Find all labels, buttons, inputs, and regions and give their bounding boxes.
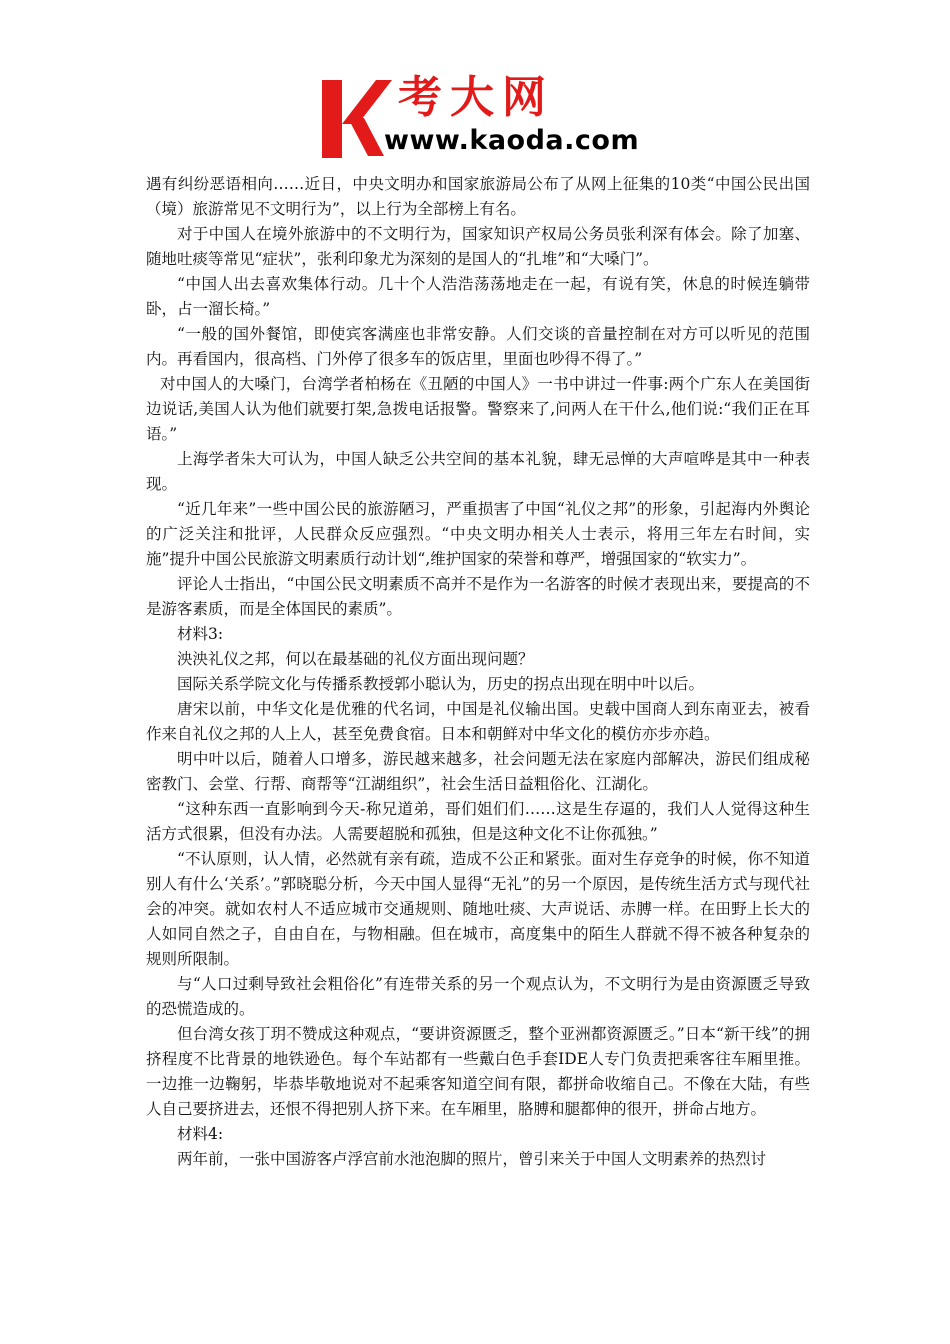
k-logo-icon <box>318 78 392 160</box>
paragraph: 明中叶以后，随着人口增多，游民越来越多，社会问题无法在家庭内部解决，游民们组成秘密教门、会堂、行帮、商帮等“江湖组织”，社会生活日益粗俗化、江湖化。 <box>146 750 810 793</box>
paragraph: “近几年来”一些中国公民的旅游陋习，严重损害了中国“礼仪之邦”的形象，引起海内外舆论的广泛关注和批评，人民群众反应强烈。“中央文明办相关人士表示，将用三年左右时间，实施”提升中国公民旅游文明素质行动计划“,维护国家的荣誉和尊严，增强国家的“软实力”。 <box>146 500 810 568</box>
paragraph: “中国人出去喜欢集体行动。几十个人浩浩荡荡地走在一起，有说有笑，休息的时候连躺带卧，占一溜长椅。” <box>146 275 810 318</box>
paragraph: 对于中国人在境外旅游中的不文明行为，国家知识产权局公务员张利深有体会。除了加塞、随地吐痰等常见“症状”，张利印象尤为深刻的是国人的“扎堆”和“大嗓门”。 <box>146 225 810 268</box>
paragraph: 国际关系学院文化与传播系教授郭小聪认为，历史的拐点出现在明中叶以后。 <box>177 675 705 693</box>
paragraph: 两年前，一张中国游客卢浮宫前水池泡脚的照片，曾引来关于中国人文明素养的热烈讨 <box>177 1150 767 1168</box>
paragraph: “一般的国外餐馆，即使宾客满座也非常安静。人们交谈的音量控制在对方可以听见的范围内。再看国内，很高档、门外停了很多车的饭店里，里面也吵得不得了。” <box>146 325 810 368</box>
paragraph: 评论人士指出，“中国公民文明素质不高并不是作为一名游客的时候才表现出来，要提高的不是游客素质，而是全体国民的素质”。 <box>146 575 810 618</box>
paragraph: “不认原则，认人情，必然就有亲有疏，造成不公正和紧张。面对生存竞争的时候，你不知道别人有什么‘关系’。”郭晓聪分析，今天中国人显得“无礼”的另一个原因，是传统生活方式与现代社会的冲突。就如农村人不适应城市交通规则、随地吐痰、大声说话、赤膊一样。在田野上长大的人如同自然之子，自由自在，与物相融。但在城市，高度集中的陌生人群就不得不被各种复杂的规则所限制。 <box>146 850 810 968</box>
section-heading: 材料3: <box>177 625 224 643</box>
paragraph: “这种东西一直影响到今天-称兄道弟，哥们姐们们……这是生存逼的，我们人人觉得这种生活方式很累，但没有办法。人需要超脱和孤独，但是这种文化不让你孤独。” <box>146 800 810 843</box>
paragraph: 对中国人的大嗓门，台湾学者柏杨在《丑陋的中国人》一书中讲过一件事:两个广东人在美国街边说话,美国人认为他们就要打架,急拨电话报警。警察来了,问两人在干什么,他们说:“我们正在耳语。” <box>146 375 810 443</box>
paragraph: 泱泱礼仪之邦，何以在最基础的礼仪方面出现问题？ <box>177 650 534 668</box>
paragraph: 与“人口过剩导致社会粗俗化”有连带关系的另一个观点认为，不文明行为是由资源匮乏导致的恐慌造成的。 <box>146 975 810 1018</box>
paragraph: 但台湾女孩丁玥不赞成这种观点，“要讲资源匮乏，整个亚洲都资源匮乏。”日本“新干线”的拥挤程度不比背景的地铁逊色。每个车站都有一些戴白色手套IDE人专门负责把乘客往车厢里推。一边推一边鞠躬，毕恭毕敬地说对不起乘客知道空间有限，都拼命收缩自己。不像在大陆，有些人自己要挤进去，还恨不得把别人挤下来。在车厢里，胳膊和腿都伸的很开，拼命占地方。 <box>146 1025 810 1118</box>
logo-url: www.kaoda.com <box>384 125 640 156</box>
paragraph: 唐宋以前，中华文化是优雅的代名词，中国是礼仪输出国。史载中国商人到东南亚去，被看作来自礼仪之邦的人上人，甚至免费食宿。日本和朝鲜对中华文化的模仿亦步亦趋。 <box>146 700 810 743</box>
paragraph: 上海学者朱大可认为，中国人缺乏公共空间的基本礼貌，肆无忌惮的大声喧哗是其中一种表现。 <box>146 450 810 493</box>
kaoda-logo <box>318 72 640 160</box>
section-heading: 材料4: <box>177 1125 224 1143</box>
paragraph: 遇有纠纷恶语相向……近日，中央文明办和国家旅游局公布了从网上征集的10类“中国公民出国（境）旅游常见不文明行为”，以上行为全部榜上有名。 <box>146 175 810 218</box>
article-body <box>146 172 810 1172</box>
logo-title: 考大网 <box>398 72 554 123</box>
